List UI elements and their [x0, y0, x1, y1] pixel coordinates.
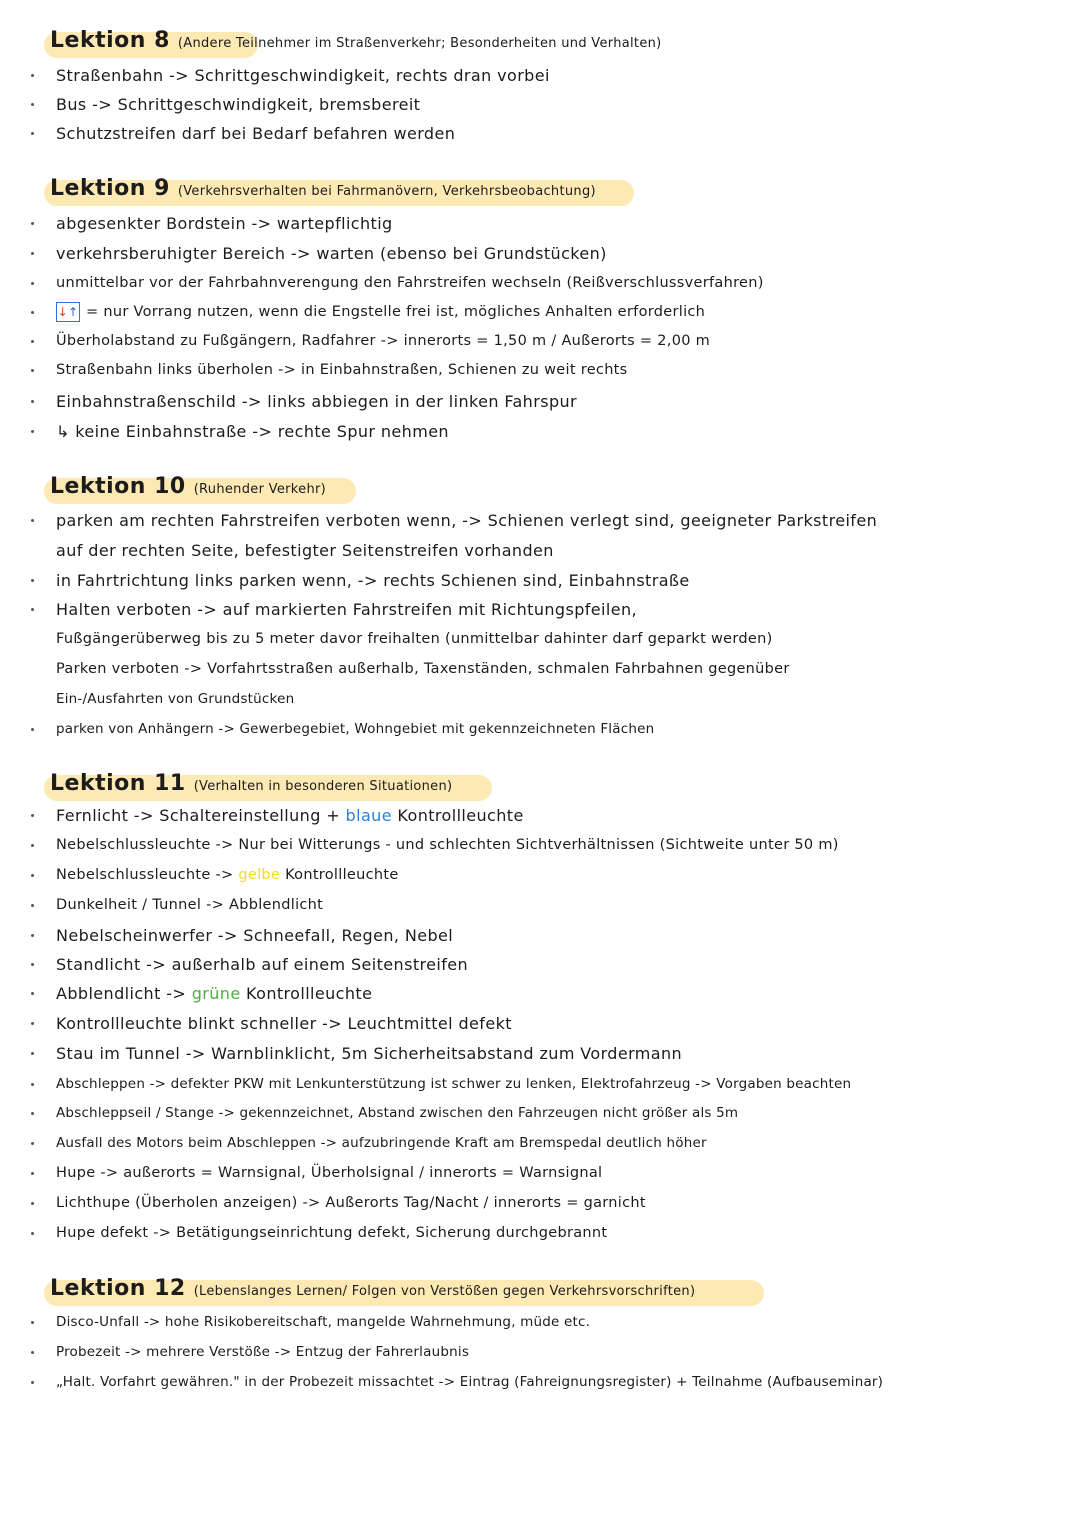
- note-line: Ein-/Ausfahrten von Grundstücken: [56, 691, 295, 707]
- note-line: Stau im Tunnel -> Warnblinklicht, 5m Sicherheitsabstand zum Vordermann: [28, 1038, 1068, 1068]
- note-line: Halten verboten -> auf markierten Fahrstreifen mit Richtungspfeilen,: [28, 594, 1068, 624]
- note-line: Bus -> Schrittgeschwindigkeit, bremsbereit: [28, 89, 1068, 119]
- lesson-11-heading: [44, 771, 452, 801]
- note-line: in Fahrtrichtung links parken wenn, -> rechts Schienen sind, Einbahnstraße: [28, 565, 1068, 595]
- note-line: Nebelschlussleuchte -> gelbe Kontrollleuchte: [28, 860, 1068, 890]
- note-line: Abblendlicht -> grüne Kontrollleuchte: [28, 978, 1068, 1008]
- lesson-title: Lektion 10: [50, 474, 186, 499]
- lesson-10-heading: [44, 474, 326, 504]
- note-line: Dunkelheit / Tunnel -> Abblendlicht: [28, 890, 1068, 920]
- note-line: Einbahnstraßenschild -> links abbiegen in der linken Fahrspur: [28, 386, 1068, 416]
- note-line: Straßenbahn -> Schrittgeschwindigkeit, rechts dran vorbei: [28, 60, 1068, 90]
- lesson-12-heading: [44, 1276, 695, 1306]
- note-line: Probezeit -> mehrere Verstöße -> Entzug der Fahrerlaubnis: [28, 1337, 1068, 1367]
- lesson-9-heading: [44, 176, 596, 206]
- lesson-title: Lektion 11: [50, 771, 186, 796]
- lesson-subtitle: (Ruhender Verkehr): [193, 482, 326, 497]
- note-line: Hupe defekt -> Betätigungseinrichtung defekt, Sicherung durchgebrannt: [28, 1218, 1068, 1248]
- lesson-subtitle: (Lebenslanges Lernen/ Folgen von Verstößen gegen Verkehrsvorschriften): [193, 1284, 696, 1299]
- note-line: Fernlicht -> Schaltereinstellung + blaue Kontrollleuchte: [28, 800, 1068, 830]
- note-line: Ausfall des Motors beim Abschleppen -> aufzubringende Kraft am Bremspedal deutlich höher: [28, 1128, 1068, 1158]
- note-line: parken am rechten Fahrstreifen verboten wenn, -> Schienen verlegt sind, geeigneter Parkstreifen: [28, 505, 1068, 535]
- note-line: Kontrollleuchte blinkt schneller -> Leuchtmittel defekt: [28, 1008, 1068, 1038]
- lesson-subtitle: (Verhalten in besonderen Situationen): [193, 779, 453, 794]
- note-line: Fußgängerüberweg bis zu 5 meter davor freihalten (unmittelbar dahinter darf geparkt werden): [56, 631, 773, 647]
- note-line: auf der rechten Seite, befestigter Seitenstreifen vorhanden: [56, 540, 554, 560]
- note-line: Überholabstand zu Fußgängern, Radfahrer -> innerorts = 1,50 m / Außerorts = 2,00 m: [28, 326, 1068, 356]
- note-line: „Halt. Vorfahrt gewähren." in der Probezeit missachtet -> Eintrag (Fahreignungsregister) + Teilnahme (Aufbauseminar): [28, 1367, 1068, 1397]
- note-line: verkehrsberuhigter Bereich -> warten (ebenso bei Grundstücken): [28, 238, 1068, 268]
- note-line: Lichthupe (Überholen anzeigen) -> Außerorts Tag/Nacht / innerorts = garnicht: [28, 1188, 1068, 1218]
- lesson-title: Lektion 9: [50, 176, 170, 201]
- lesson-title: Lektion 12: [50, 1276, 186, 1301]
- note-line: Abschleppen -> defekter PKW mit Lenkunterstützung ist schwer zu lenken, Elektrofahrzeug -> Vorgaben beachten: [28, 1069, 1068, 1099]
- note-line: Straßenbahn links überholen -> in Einbahnstraßen, Schienen zu weit rechts: [28, 355, 1068, 385]
- note-line: Hupe -> außerorts = Warnsignal, Überholsignal / innerorts = Warnsignal: [28, 1158, 1068, 1188]
- lesson-title: Lektion 8: [50, 28, 170, 53]
- note-line: Nebelscheinwerfer -> Schneefall, Regen, Nebel: [28, 920, 1068, 950]
- note-line: Nebelschlussleuchte -> Nur bei Witterungs - und schlechten Sichtverhältnissen (Sichtweite unter 50 m): [28, 830, 1068, 860]
- note-line: Standlicht -> außerhalb auf einem Seitenstreifen: [28, 949, 1068, 979]
- note-line: unmittelbar vor der Fahrbahnverengung den Fahrstreifen wechseln (Reißverschlussverfahren): [28, 268, 1068, 298]
- lesson-subtitle: (Verkehrsverhalten bei Fahrmanövern, Verkehrsbeobachtung): [177, 184, 596, 199]
- priority-sign-icon: ↓ ↑: [56, 302, 80, 322]
- note-line: ↳ keine Einbahnstraße -> rechte Spur nehmen: [28, 416, 1068, 446]
- lesson-8-heading: [44, 28, 662, 58]
- note-line: Schutzstreifen darf bei Bedarf befahren werden: [28, 118, 1068, 148]
- lesson-subtitle: (Andere Teilnehmer im Straßenverkehr; Besonderheiten und Verhalten): [177, 36, 662, 51]
- note-line: Parken verboten -> Vorfahrtsstraßen außerhalb, Taxenständen, schmalen Fahrbahnen gegenüber: [56, 661, 790, 677]
- note-line: Disco-Unfall -> hohe Risikobereitschaft, mangelde Wahrnehmung, müde etc.: [28, 1307, 1068, 1337]
- note-line: abgesenkter Bordstein -> wartepflichtig: [28, 208, 1068, 238]
- note-line: Abschleppseil / Stange -> gekennzeichnet, Abstand zwischen den Fahrzeugen nicht größer als 5m: [28, 1098, 1068, 1128]
- note-line: ↓ ↑ = nur Vorrang nutzen, wenn die Engstelle frei ist, mögliches Anhalten erforderlich: [28, 297, 1068, 327]
- note-line: parken von Anhängern -> Gewerbegebiet, Wohngebiet mit gekennzeichneten Flächen: [28, 714, 1068, 744]
